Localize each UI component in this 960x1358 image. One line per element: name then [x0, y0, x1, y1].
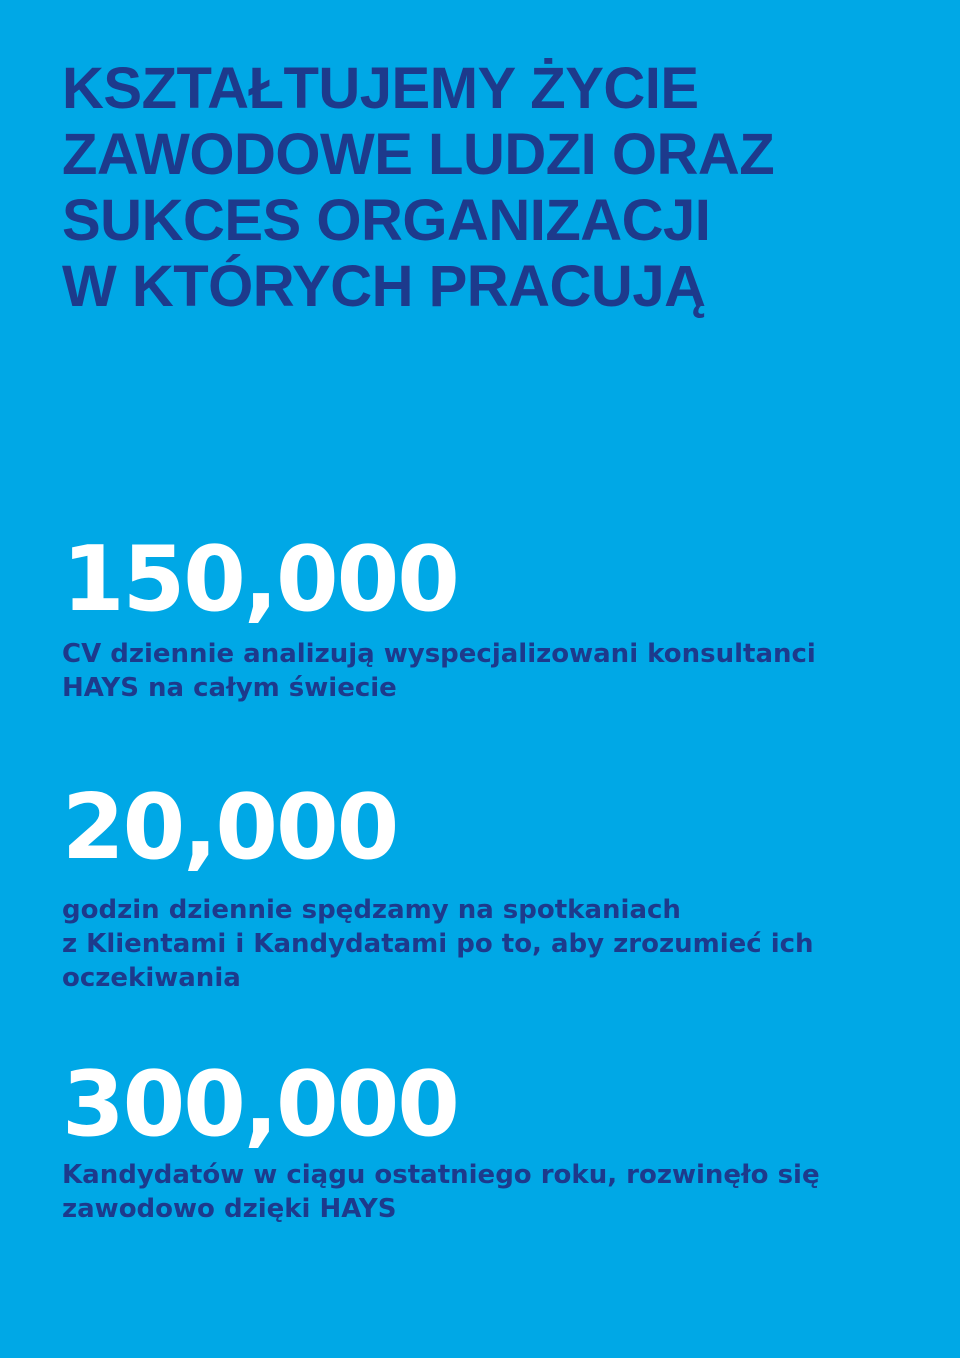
headline	[62, 56, 922, 320]
stat-block-hours	[62, 775, 922, 995]
stat-description-line: zawodowo dzięki HAYS	[62, 1194, 397, 1224]
stat-number: 300,000	[62, 1052, 458, 1157]
stat-description	[62, 637, 922, 705]
stat-description	[62, 1158, 922, 1226]
headline-line: W KTÓRYCH PRACUJĄ	[62, 254, 706, 319]
stat-description-line: godzin dziennie spędzamy na spotkaniach	[62, 895, 681, 925]
headline-line: SUKCES ORGANIZACJI	[62, 188, 711, 253]
stat-block-cv	[62, 527, 922, 705]
stat-description-line: Kandydatów w ciągu ostatniego roku, rozwinęło się	[62, 1160, 820, 1190]
headline-line: ZAWODOWE LUDZI ORAZ	[62, 122, 775, 187]
stat-description-line: HAYS na całym świecie	[62, 673, 397, 703]
stat-description	[62, 893, 922, 995]
stat-description-line: z Klientami i Kandydatami po to, aby zrozumieć ich	[62, 929, 814, 959]
headline-line: KSZTAŁTUJEMY ŻYCIE	[62, 56, 699, 121]
stat-description-line: CV dziennie analizują wyspecjalizowani konsultanci	[62, 639, 816, 669]
stat-description-line: oczekiwania	[62, 963, 241, 993]
stat-number: 20,000	[62, 775, 398, 880]
stat-block-candidates	[62, 1052, 922, 1226]
stat-number: 150,000	[62, 527, 458, 632]
